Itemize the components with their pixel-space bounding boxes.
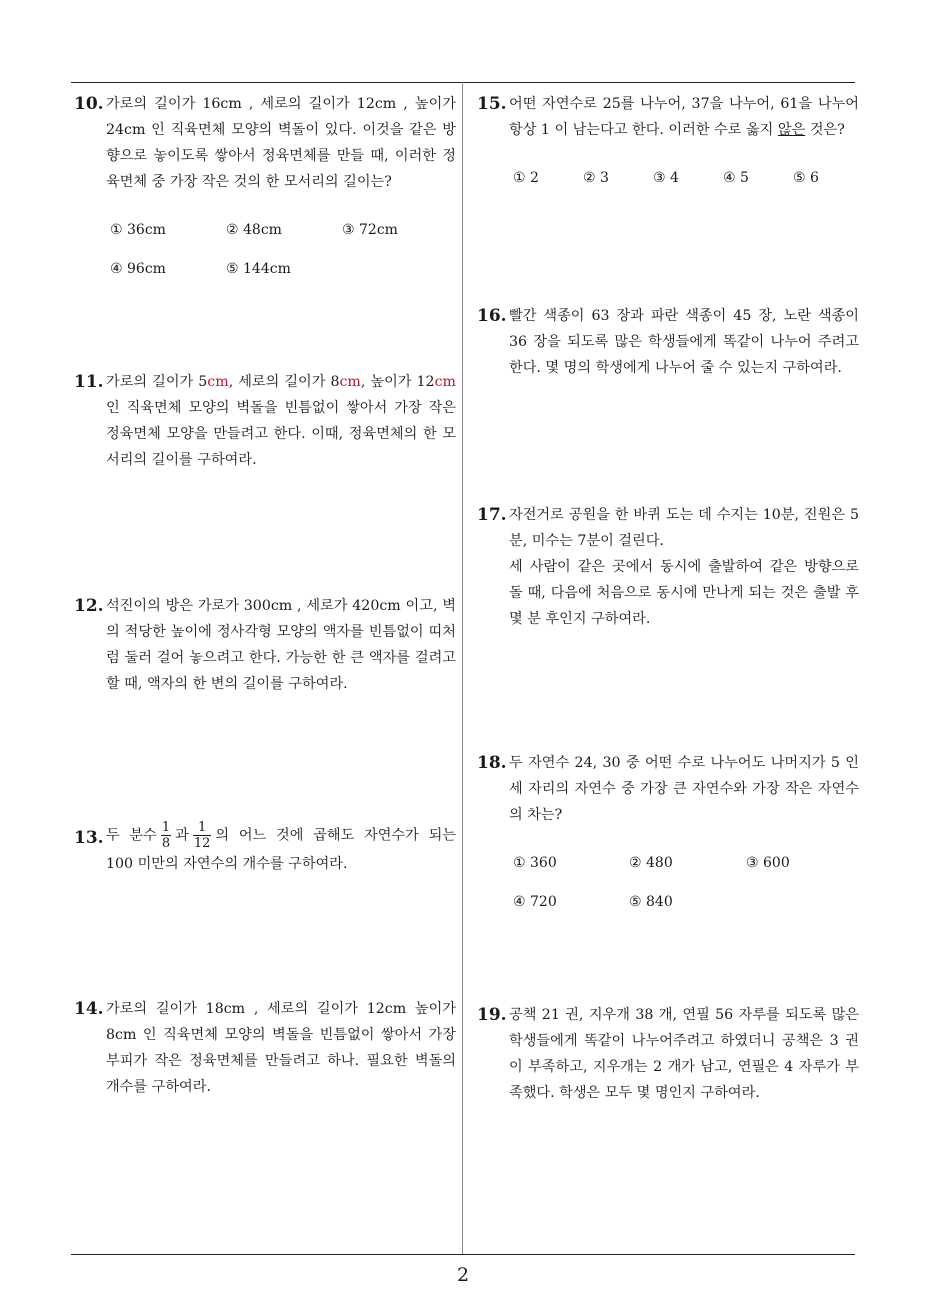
- unit-cm: cm: [434, 374, 456, 390]
- question-text: 빨간 색종이 63 장과 파란 색종이 45 장, 노란 색종이 36 장을 되도록 많은 학생들에게 똑같이 나누어 주려고 한다. 몇 명의 학생에게 나누어 줄 수 있는지 구하여라.: [509, 308, 859, 376]
- choice-4[interactable]: ④ 96cm: [110, 261, 166, 277]
- choice-3[interactable]: ③ 600: [746, 855, 790, 871]
- question-19: [477, 1002, 859, 1106]
- choice-4[interactable]: ④ 5: [723, 170, 749, 186]
- question-number: 14.: [74, 999, 104, 1019]
- choice-4[interactable]: ④ 720: [513, 894, 557, 910]
- question-number: 10.: [74, 94, 104, 114]
- question-13: [74, 820, 456, 877]
- unit-cm: cm: [207, 374, 229, 390]
- choice-3[interactable]: ③ 72cm: [342, 222, 398, 238]
- choice-list: [513, 165, 859, 195]
- question-15: [477, 91, 859, 195]
- question-number: 12.: [74, 596, 104, 616]
- question-text: 두 자연수 24, 30 중 어떤 수로 나누어도 나머지가 5 인 세 자리의 자연수 중 가장 큰 자연수와 가장 작은 자연수의 차는?: [509, 755, 859, 823]
- choice-1[interactable]: ① 360: [513, 855, 557, 871]
- page-number: 2: [456, 1264, 470, 1286]
- choice-1[interactable]: ① 36cm: [110, 222, 166, 238]
- question-number: 19.: [477, 1005, 507, 1025]
- choice-list: [513, 850, 859, 920]
- fraction-1-8: $\frac{1}{8}$: [161, 820, 171, 851]
- question-text: 자전거로 공원을 한 바퀴 도는 데 수지는 10분, 진원은 5분, 미수는 7분이 걸린다. 세 사람이 같은 곳에서 동시에 출발하여 같은 방향으로 돌 때, 다음에 처음으로 동시에 만나게 되는 것은 출발 후 몇 분 후인지 구하여라.: [509, 507, 859, 627]
- question-number: 13.: [74, 828, 104, 848]
- choice-2[interactable]: ② 480: [629, 855, 673, 871]
- fraction-1-12: $\frac{1}{12}$: [193, 820, 211, 851]
- column-divider: [462, 82, 463, 1255]
- choice-5[interactable]: ⑤ 6: [793, 170, 819, 186]
- choice-2[interactable]: ② 3: [583, 170, 609, 186]
- question-number: 16.: [477, 306, 507, 326]
- question-number: 15.: [477, 94, 507, 114]
- top-rule: [71, 82, 855, 83]
- question-text: 어떤 자연수로 25를 나누어, 37을 나누어, 61을 나누어 항상 1 이 남는다고 한다. 이러한 수로 옳지 않은 것은?: [509, 96, 859, 138]
- underlined-word: 않은: [777, 122, 806, 138]
- choice-5[interactable]: ⑤ 840: [629, 894, 673, 910]
- question-number: 18.: [477, 753, 507, 773]
- unit-cm: cm: [339, 374, 361, 390]
- choice-2[interactable]: ② 48cm: [226, 222, 282, 238]
- bottom-rule: [71, 1254, 855, 1255]
- choice-3[interactable]: ③ 4: [653, 170, 679, 186]
- choice-5[interactable]: ⑤ 144cm: [226, 261, 291, 277]
- question-11: [74, 369, 456, 473]
- question-18: [477, 750, 859, 920]
- question-text: 두 분수 $\frac{1}{8}$ 과 $\frac{1}{12}$ 의 어느 것에 곱해도 자연수가 되는 100 미만의 자연수의 개수를 구하여라.: [106, 820, 456, 872]
- question-16: [477, 303, 859, 381]
- question-10: [74, 91, 456, 297]
- question-14: [74, 996, 456, 1100]
- question-12: [74, 593, 456, 697]
- question-text: 석진이의 방은 가로가 300cm , 세로가 420cm 이고, 벽의 적당한 높이에 정사각형 모양의 액자를 빈틈없이 띠처럼 둘러 걸어 놓으려고 한다. 가능한 한 큰 액자를 걸려고 할 때, 액자의 한 변의 길이를 구하여라.: [106, 598, 456, 692]
- choice-list: [110, 217, 456, 297]
- choice-1[interactable]: ① 2: [513, 170, 539, 186]
- question-text: 가로의 길이가 5cm, 세로의 길이가 8cm, 높이가 12cm 인 직육면체 모양의 벽돌을 빈틈없이 쌓아서 가장 작은 정육면체 모양을 만들려고 한다. 이때, 정육면체의 한 모서리의 길이를 구하여라.: [106, 374, 456, 468]
- question-text: 가로의 길이가 16cm , 세로의 길이가 12cm , 높이가 24cm 인 직육면체 모양의 벽돌이 있다. 이것을 같은 방향으로 놓이도록 쌓아서 정육면체를 만들 때, 이러한 정육면체 중 가장 작은 것의 한 모서리의 길이는?: [106, 96, 456, 190]
- question-number: 17.: [477, 505, 507, 525]
- question-17: [477, 502, 859, 632]
- question-number: 11.: [74, 372, 104, 392]
- question-text: 가로의 길이가 18cm , 세로의 길이가 12cm 높이가 8cm 인 직육면체 모양의 벽돌을 빈틈없이 쌓아서 가장 부피가 작은 정육면체를 만들려고 하나. 필요한 벽돌의 개수를 구하여라.: [106, 1001, 456, 1095]
- question-text: 공책 21 권, 지우개 38 개, 연필 56 자루를 되도록 많은 학생들에게 똑같이 나누어주려고 하였더니 공책은 3 권이 부족하고, 지우개는 2 개가 남고, 연필은 4 자루가 부족했다. 학생은 모두 몇 명인지 구하여라.: [509, 1007, 859, 1101]
